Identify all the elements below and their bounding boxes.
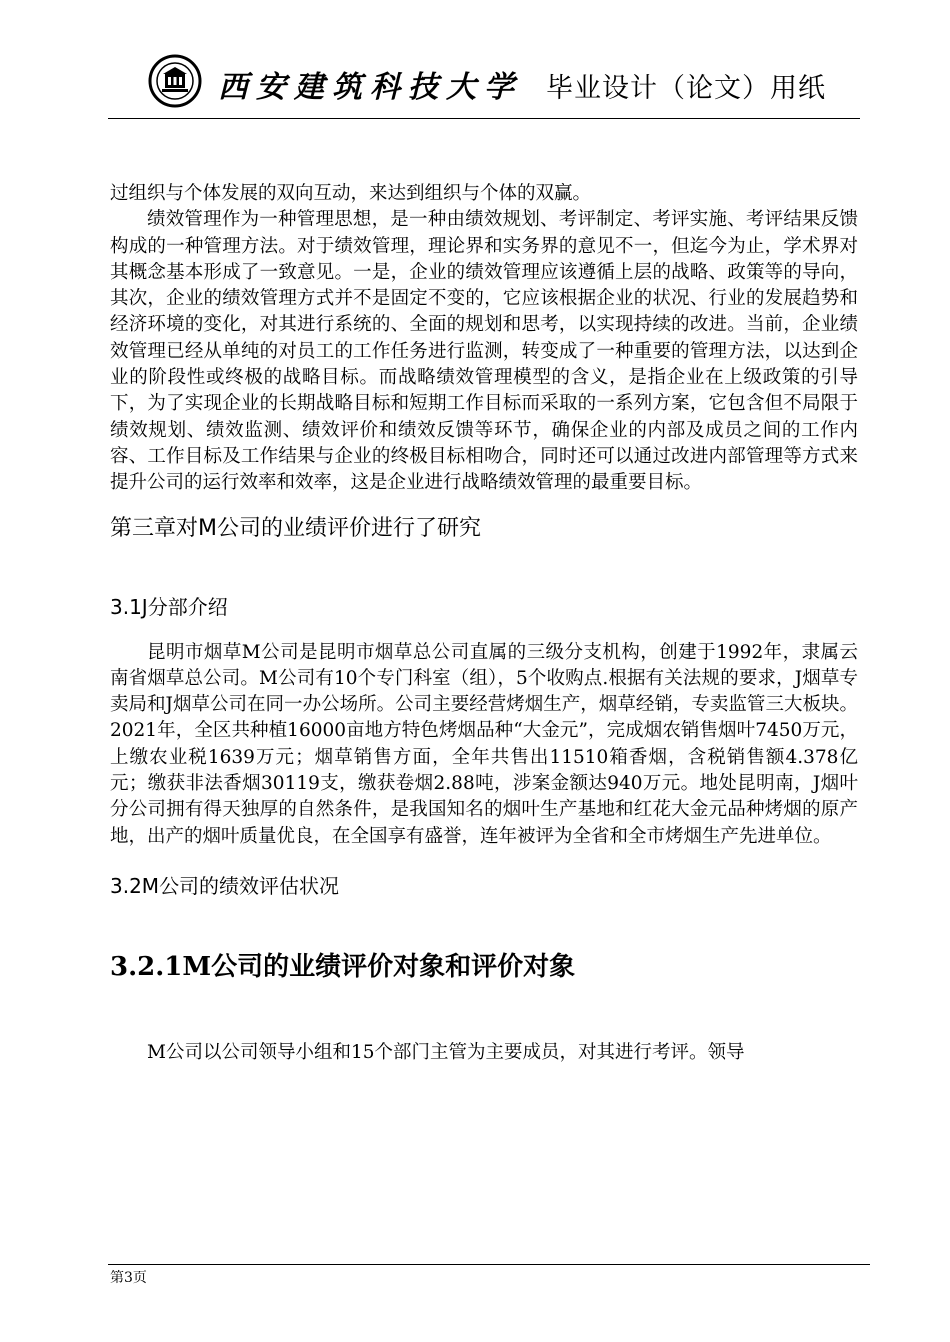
page-number: 第3页: [110, 1270, 147, 1286]
section-heading-3-2: 3.2M公司的绩效评估状况: [110, 873, 340, 898]
paragraph-intro-tail: 过组织与个体发展的双向互动，来达到组织与个体的双赢。: [110, 183, 592, 204]
header-title: 毕业设计（论文）用纸: [546, 73, 826, 104]
paragraph-evaluation-objects: M公司以公司领导小组和15个部门主管为主要成员，对其进行考评。领导: [147, 1041, 745, 1063]
footer-divider: [108, 1264, 870, 1265]
paragraph-definition: 绩效管理作为一种管理思想，是一种由绩效规划、考评制定、考评实施、考评结果反馈构成的一种管理方法。对于绩效管理，理论界和实务界的意见不一，但迄今为止，学术界对其概念基本形成了一致意见。一是，企业的绩效管理应该遵循上层的战略、政策等的导向，其次，企业的绩效管理方式并不是固定不变的，它应该根据企业的状况、行业的发展趋势和经济环境的变化，对其进行系统的、全面的规划和思考，以实现持续的改进。当前，企业绩效管理已经从单纯的对员工的工作任务进行监测，转变成了一种重要的管理方法，以达到企业的阶段性或终极的战略目标。而战略绩效管理模型的含义，是指企业在上级政策的引导下，为了实现企业的长期战略目标和短期工作目标而采取的一系列方案，它包含但不局限于绩效规划、绩效监测、绩效评价和绩效反馈等环节，确保企业的内部及成员之间的工作内容、工作目标及工作结果与企业的终极目标相吻合，同时还可以通过改进内部管理等方式来提升公司的运行效率和效率，这是企业进行战略绩效管理的最重要目标。: [110, 209, 858, 494]
subsection-heading-3-2-1: 3.2.1M公司的业绩评价对象和评价对象: [110, 951, 576, 982]
page-header: [108, 44, 860, 114]
section-heading-3-1: 3.1J分部介绍: [110, 594, 228, 619]
chapter-heading: 第三章对M公司的业绩评价进行了研究: [110, 515, 481, 541]
header-divider: [108, 118, 860, 119]
page-body: [110, 181, 858, 1066]
university-emblem-icon: [148, 54, 202, 108]
paragraph-company-intro: 昆明市烟草M公司是昆明市烟草总公司直属的三级分支机构，创建于1992年，隶属云南省烟草总公司。M公司有10个专门科室（组），5个收购点.根据有关法规的要求，J烟草专卖局和J烟草公司在同一办公场所。公司主要经营烤烟生产，烟草经销，专卖监管三大板块。2021年，全区共种植16000亩地方特色烤烟品种“大金元”，完成烟农销售烟叶7450万元，上缴农业税1639万元；烟草销售方面，全年共售出11510箱香烟，含税销售额4.378亿元；缴获非法香烟30119支，缴获卷烟2.88吨，涉案金额达940万元。地处昆明南，J烟叶分公司拥有得天独厚的自然条件，是我国知名的烟叶生产基地和红花大金元品种烤烟的原产地，出产的烟叶质量优良，在全国享有盛誉，连年被评为全省和全市烤烟生产先进单位。: [110, 641, 858, 847]
university-name: 西安建筑科技大学: [218, 70, 522, 105]
